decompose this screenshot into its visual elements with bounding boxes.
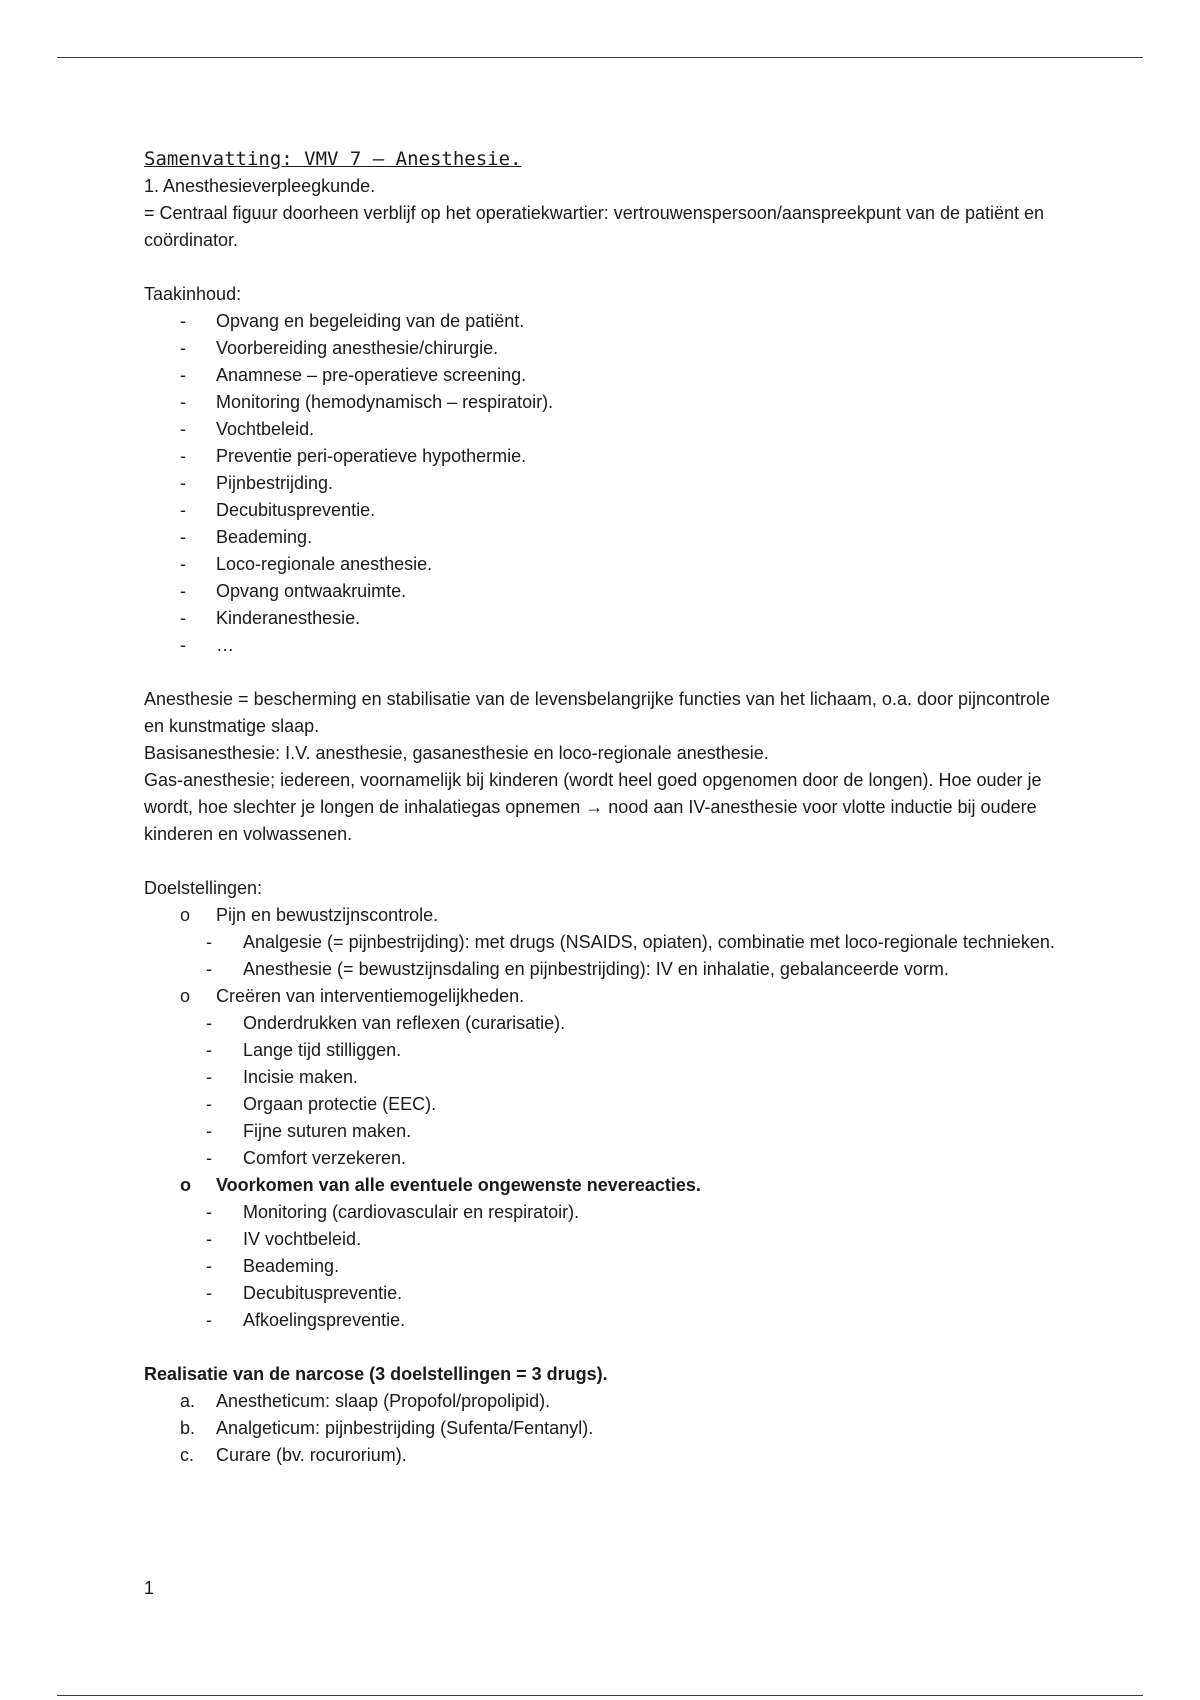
doel-sublist <box>144 1199 1064 1334</box>
circle-bullet: o <box>180 986 191 1006</box>
list-item: c. Curare (bv. rocurorium). <box>144 1442 1064 1469</box>
letter-marker: a. <box>180 1391 196 1411</box>
dash-bullet: - <box>206 1202 212 1222</box>
list-item: - Kinderanesthesie. <box>144 605 1064 632</box>
footer-rule <box>57 1695 1143 1696</box>
list-item: a. Anestheticum: slaap (Propofol/propolipid). <box>144 1388 1064 1415</box>
dash-bullet: - <box>206 959 212 979</box>
gas-anesthesie-paragraph: Gas-anesthesie; iedereen, voornamelijk bij kinderen (wordt heel goed opgenomen door de longen). Hoe ouder je wordt, hoe slechter je longen de inhalatiegas opnemen → nood aan IV-anesthesie voor vlotte inductie bij oudere kinderen en volwassenen. <box>144 770 1042 844</box>
dash-bullet: - <box>180 554 186 574</box>
letter-marker: b. <box>180 1418 196 1438</box>
narcose-heading: Realisatie van de narcose (3 doelstellingen = 3 drugs). <box>144 1364 608 1384</box>
intro-paragraph: = Centraal figuur doorheen verblijf op het operatiekwartier: vertrouwenspersoon/aanspreekpunt van de patiënt en coördinator. <box>144 203 1045 250</box>
list-item: - Lange tijd stilliggen. <box>144 1037 1064 1064</box>
list-item: - Decubituspreventie. <box>144 1280 1064 1307</box>
dash-bullet: - <box>206 1229 212 1249</box>
list-item: - Comfort verzekeren. <box>144 1145 1064 1172</box>
dash-bullet: - <box>206 1148 212 1168</box>
dash-bullet: - <box>206 1310 212 1330</box>
list-item: - Beademing. <box>144 524 1064 551</box>
dash-bullet: - <box>206 1256 212 1276</box>
doelstellingen-list <box>144 902 1064 929</box>
anesthesie-paragraph: Anesthesie = bescherming en stabilisatie van de levensbelangrijke functies van het lichaam, o.a. door pijncontrole en kunstmatige slaap. <box>144 689 1051 736</box>
list-item: - Monitoring (cardiovasculair en respiratoir). <box>144 1199 1064 1226</box>
list-item: - Monitoring (hemodynamisch – respiratoir). <box>144 389 1064 416</box>
list-item: b. Analgeticum: pijnbestrijding (Sufenta/Fentanyl). <box>144 1415 1064 1442</box>
dash-bullet: - <box>180 392 186 412</box>
circle-bullet: o <box>180 905 191 925</box>
doel-group <box>144 1172 1064 1199</box>
list-item: - Opvang ontwaakruimte. <box>144 578 1064 605</box>
list-item: - Pijnbestrijding. <box>144 470 1064 497</box>
basisanesthesie-paragraph: Basisanesthesie: I.V. anesthesie, gasanesthesie en loco-regionale anesthesie. <box>144 743 769 763</box>
dash-bullet: - <box>206 932 212 952</box>
list-item: - Afkoelingspreventie. <box>144 1307 1064 1334</box>
dash-bullet: - <box>206 1067 212 1087</box>
doel-group <box>144 902 1064 929</box>
list-item: - … <box>144 632 1064 659</box>
doel-sublist <box>144 929 1064 983</box>
list-item: - Loco-regionale anesthesie. <box>144 551 1064 578</box>
list-item: - Opvang en begeleiding van de patiënt. <box>144 308 1064 335</box>
list-item: - Incisie maken. <box>144 1064 1064 1091</box>
dash-bullet: - <box>206 1121 212 1141</box>
list-item: - Fijne suturen maken. <box>144 1118 1064 1145</box>
doel-group-label: Voorkomen van alle eventuele ongewenste nevereacties. <box>216 1175 701 1195</box>
list-item: - IV vochtbeleid. <box>144 1226 1064 1253</box>
dash-bullet: - <box>206 1013 212 1033</box>
doel-group-label: Creëren van interventiemogelijkheden. <box>216 986 525 1006</box>
dash-bullet: - <box>180 608 186 628</box>
document-page <box>144 146 1064 1469</box>
dash-bullet: - <box>180 473 186 493</box>
dash-bullet: - <box>206 1283 212 1303</box>
dash-bullet: - <box>180 581 186 601</box>
dash-bullet: - <box>206 1094 212 1114</box>
doel-sublist <box>144 1010 1064 1172</box>
list-item: - Onderdrukken van reflexen (curarisatie). <box>144 1010 1064 1037</box>
list-item: - Preventie peri-operatieve hypothermie. <box>144 443 1064 470</box>
document-title: Samenvatting: VMV 7 – Anesthesie. <box>144 148 522 170</box>
dash-bullet: - <box>180 338 186 358</box>
header-rule <box>57 57 1143 58</box>
dash-bullet: - <box>180 419 186 439</box>
dash-bullet: - <box>180 311 186 331</box>
letter-marker: c. <box>180 1445 195 1465</box>
list-item: - Beademing. <box>144 1253 1064 1280</box>
page-number: 1 <box>144 1578 155 1598</box>
taakinhoud-list <box>144 308 1064 659</box>
doelstellingen-label: Doelstellingen: <box>144 878 263 898</box>
dash-bullet: - <box>180 635 186 655</box>
section-heading: 1. Anesthesieverpleegkunde. <box>144 176 376 196</box>
list-item: - Vochtbeleid. <box>144 416 1064 443</box>
dash-bullet: - <box>180 446 186 466</box>
list-item: - Anamnese – pre-operatieve screening. <box>144 362 1064 389</box>
narcose-list <box>144 1388 1064 1469</box>
doel-group <box>144 983 1064 1010</box>
list-item: - Voorbereiding anesthesie/chirurgie. <box>144 335 1064 362</box>
dash-bullet: - <box>180 527 186 547</box>
doel-group-label: Pijn en bewustzijnscontrole. <box>216 905 439 925</box>
list-item: - Decubituspreventie. <box>144 497 1064 524</box>
list-item: - Anesthesie (= bewustzijnsdaling en pijnbestrijding): IV en inhalatie, gebalanceerde vorm. <box>144 956 1064 983</box>
circle-bullet: o <box>180 1175 191 1195</box>
dash-bullet: - <box>180 500 186 520</box>
list-item: - Orgaan protectie (EEC). <box>144 1091 1064 1118</box>
dash-bullet: - <box>180 365 186 385</box>
dash-bullet: - <box>206 1040 212 1060</box>
taakinhoud-label: Taakinhoud: <box>144 284 242 304</box>
list-item: - Analgesie (= pijnbestrijding): met drugs (NSAIDS, opiaten), combinatie met loco-regionale technieken. <box>144 929 1064 956</box>
